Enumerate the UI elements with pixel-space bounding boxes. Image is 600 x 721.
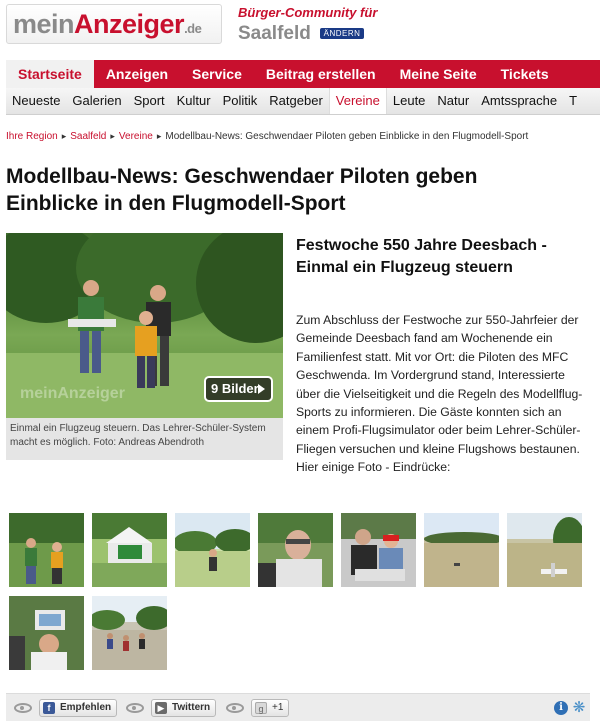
- main-nav-item-anzeigen[interactable]: Anzeigen: [105, 66, 169, 82]
- sub-nav-item-natur[interactable]: Natur: [437, 93, 470, 108]
- breadcrumb-current: Modellbau-News: Geschwendaer Piloten geben Einblicke in den Flugmodell-Sport: [165, 131, 529, 142]
- sub-nav-item-t[interactable]: T: [569, 93, 578, 108]
- main-nav-item-service[interactable]: Service: [192, 66, 242, 82]
- main-nav-item-tickets[interactable]: Tickets: [500, 66, 549, 82]
- sub-nav-item-leute[interactable]: Leute: [392, 93, 426, 108]
- eye-icon[interactable]: [14, 703, 32, 713]
- main-photo[interactable]: [6, 233, 283, 418]
- sub-nav-item-sport[interactable]: Sport: [133, 93, 165, 108]
- article-body-text: Zum Abschluss der Festwoche zur 550-Jahrfeier der Gemeinde Deesbach fand am Wochenende ein Familienfest statt. Mit vor Ort: die Piloten des MFC Geschwenda. Im Vordergrund stand, Interessierte über die Vielseitigkeit und die Regeln des Modellflug-Sports zu informieren. Die Gäste konnten sich an einem Profi-Flugsimulator oder beim Lehrer-Schüler-Fliegen versuchen und kleine Flugshows bestaunen.: [296, 313, 583, 456]
- twitter-share-button[interactable]: [151, 699, 216, 717]
- breadcrumb-item-vereine[interactable]: Vereine: [118, 131, 153, 142]
- gallery-thumbnail[interactable]: [175, 513, 250, 587]
- share-bar: [6, 693, 590, 721]
- gallery-thumbnail[interactable]: [92, 596, 167, 670]
- twitter-share-label: Twittern: [172, 702, 211, 713]
- community-label: Bürger-Community für: [238, 5, 378, 20]
- sub-nav-item-vereine[interactable]: Vereine: [329, 88, 387, 114]
- sub-nav-item-amtssprache[interactable]: Amtssprache: [481, 93, 558, 108]
- thumbnail-image: [341, 513, 416, 587]
- article-body-tail: Hier einige Foto - Eindrücke:: [296, 460, 451, 475]
- main-navigation: [6, 60, 600, 88]
- article-body: [296, 311, 592, 477]
- main-nav-item-startseite[interactable]: Startseite: [6, 60, 94, 88]
- thumbnail-image: [424, 513, 499, 587]
- gallery-thumbnail[interactable]: [9, 513, 84, 587]
- sub-nav-item-politik[interactable]: Politik: [222, 93, 258, 108]
- main-nav-item-beitrag-erstellen[interactable]: Beitrag erstellen: [265, 66, 376, 82]
- gallery-button[interactable]: [204, 376, 273, 402]
- sub-nav-item-galerien[interactable]: Galerien: [72, 93, 122, 108]
- twitter-icon: ▶: [155, 702, 167, 714]
- breadcrumb-item-saalfeld[interactable]: Saalfeld: [70, 131, 107, 142]
- photo-watermark: meinAnzeiger: [20, 385, 125, 402]
- google-plus-button[interactable]: [251, 699, 289, 717]
- change-city-button[interactable]: ÄNDERN: [320, 28, 364, 39]
- site-logo[interactable]: [6, 4, 222, 44]
- breadcrumb-separator-icon: ▸: [61, 131, 67, 141]
- gallery-thumbnail[interactable]: [258, 513, 333, 587]
- city-name: Saalfeld: [238, 23, 311, 44]
- eye-icon[interactable]: [126, 703, 144, 713]
- gallery-thumbnail[interactable]: [92, 513, 167, 587]
- breadcrumb-separator-icon: ▸: [156, 131, 162, 141]
- thumbnail-image: [175, 513, 250, 587]
- thumbnail-image: [507, 513, 582, 587]
- google-plus-icon: g: [255, 702, 267, 714]
- facebook-icon: f: [43, 702, 55, 714]
- sub-nav-item-ratgeber[interactable]: Ratgeber: [269, 93, 323, 108]
- site-header: [0, 0, 600, 56]
- sub-nav-item-neueste[interactable]: Neueste: [12, 93, 61, 108]
- eye-icon[interactable]: [226, 703, 244, 713]
- sub-navigation: [6, 88, 600, 115]
- google-plus-label: +1: [272, 702, 284, 713]
- breadcrumb-item-region[interactable]: Ihre Region: [6, 131, 58, 142]
- play-icon: [258, 384, 265, 394]
- thumbnail-image: [9, 513, 84, 587]
- logo-tld: .de: [184, 21, 202, 36]
- gallery-thumbnail[interactable]: [424, 513, 499, 587]
- gallery-thumbnail[interactable]: [341, 513, 416, 587]
- main-nav-item-meine-seite[interactable]: Meine Seite: [399, 66, 477, 82]
- gallery-button-label: 9 Bilder: [211, 381, 259, 396]
- photo-caption: Einmal ein Flugzeug steuern. Das Lehrer-Schüler-System macht es möglich. Foto: Andreas Abendroth: [6, 418, 283, 460]
- logo-text: [13, 9, 201, 40]
- facebook-share-button[interactable]: [39, 699, 117, 717]
- gallery-thumbnail[interactable]: [9, 596, 84, 670]
- settings-icon[interactable]: ❋: [572, 699, 586, 716]
- page-title: Modellbau-News: Geschwendaer Piloten geben Einblicke in den Flugmodell-Sport: [6, 165, 478, 215]
- breadcrumb-separator-icon: ▸: [110, 131, 115, 141]
- sub-nav-item-kultur[interactable]: Kultur: [176, 93, 211, 108]
- thumbnail-image: [92, 513, 167, 587]
- thumbnail-image: [9, 596, 84, 670]
- info-icon[interactable]: i: [554, 701, 568, 715]
- gallery-thumbnail[interactable]: [507, 513, 582, 587]
- breadcrumb: [6, 131, 528, 142]
- thumbnail-image: [92, 596, 167, 670]
- article-heading: Festwoche 550 Jahre Deesbach - Einmal ein Flugzeug steuern: [296, 237, 547, 276]
- facebook-share-label: Empfehlen: [60, 702, 112, 713]
- thumbnail-image: [258, 513, 333, 587]
- logo-anzeiger: Anzeiger: [74, 9, 185, 39]
- logo-mein: mein: [13, 9, 75, 39]
